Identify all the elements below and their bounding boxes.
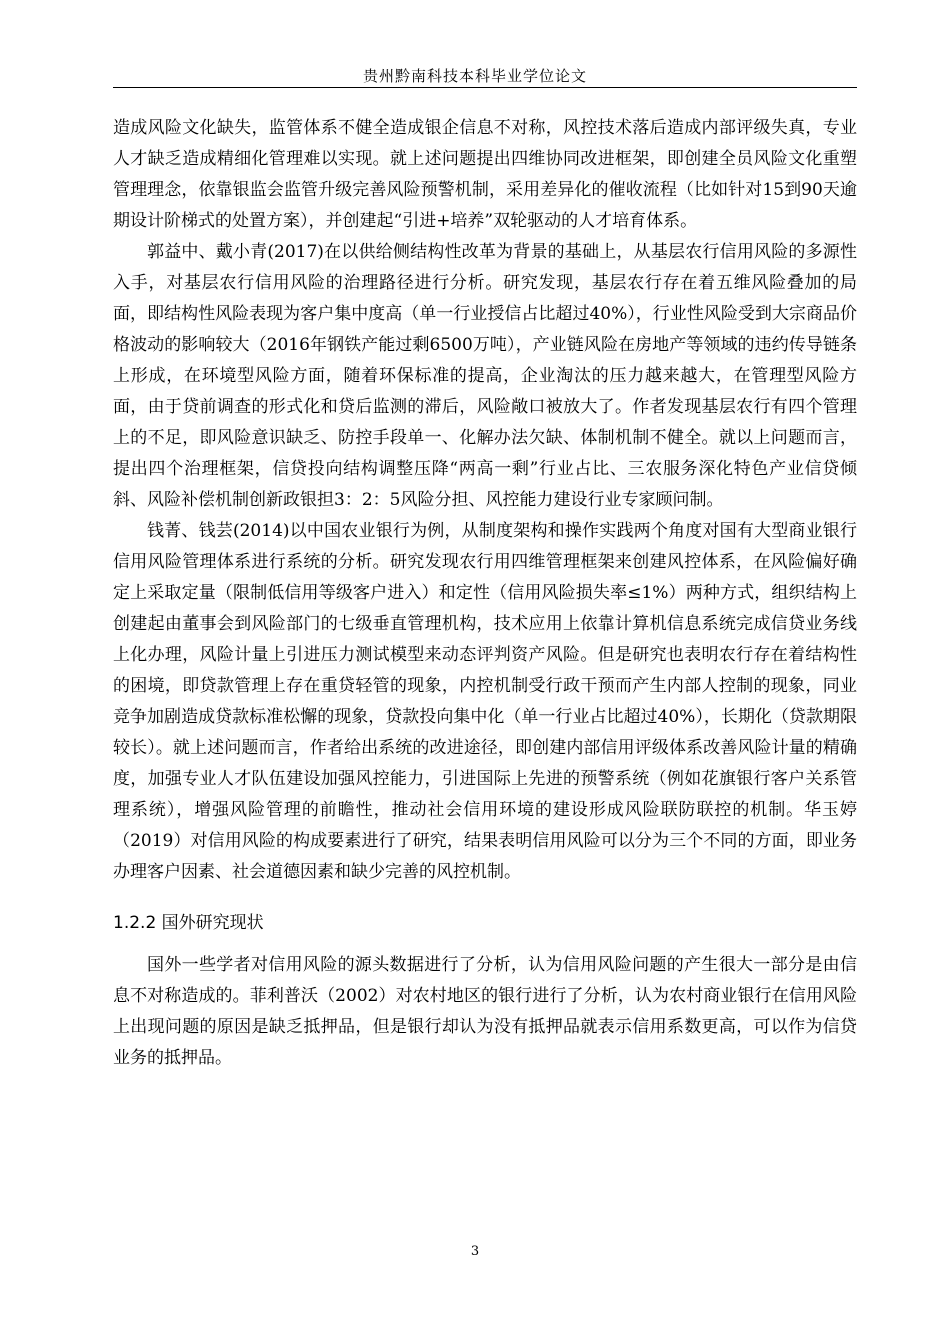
paragraph-continued: 造成风险文化缺失，监管体系不健全造成银企信息不对称，风控技术落后造成内部评级失真，专业人才缺乏造成精细化管理难以实现。就上述问题提出四维协同改进框架，即创建全员风险文化重塑管理理念，依靠银监会监管升级完善风险预警机制，采用差异化的催收流程（比如针对15到90天逾期设计阶梯式的处置方案），并创建起“引进+培养”双轮驱动的人才培育体系。 (113, 118, 857, 231)
page-body (113, 113, 857, 1074)
paragraph-foreign-research: 国外一些学者对信用风险的源头数据进行了分析，认为信用风险问题的产生很大一部分是由信息不对称造成的。菲利普沃（2002）对农村地区的银行进行了分析，认为农村商业银行在信用风险上出现问题的原因是缺乏抵押品，但是银行却认为没有抵押品就表示信用系数更高，可以作为信贷业务的抵押品。 (113, 955, 857, 1068)
running-header-title: 贵州黔南科技本科毕业学位论文 (362, 67, 587, 85)
paragraph-guo-dai: 郭益中、戴小青(2017)在以供给侧结构性改革为背景的基础上，从基层农行信用风险的多源性入手，对基层农行信用风险的治理路径进行分析。研究发现，基层农行存在着五维风险叠加的局面，即结构性风险表现为客户集中度高（单一行业授信占比超过40%），行业性风险受到大宗商品价格波动的影响较大（2016年钢铁产能过剩6500万吨），产业链风险在房地产等领域的违约传导链条上形成，在环境型风险方面，随着环保标准的提高，企业淘汰的压力越来越大，在管理型风险方面，由于贷前调查的形式化和贷后监测的滞后，风险敞口被放大了。作者发现基层农行有四个管理上的不足，即风险意识缺乏、防控手段单一、化解办法欠缺、体制机制不健全。就以上问题而言，提出四个治理框架，信贷投向结构调整压降“两高一剩”行业占比、三农服务深化特色产业信贷倾斜、风险补偿机制创新政银担3：2：5风险分担、风控能力建设行业专家顾问制。 (113, 242, 857, 510)
paragraph-qian: 钱菁、钱芸(2014)以中国农业银行为例，从制度架构和操作实践两个角度对国有大型商业银行信用风险管理体系进行系统的分析。研究发现农行用四维管理框架来创建风控体系，在风险偏好确定上采取定量（限制低信用等级客户进入）和定性（信用风险损失率≤1%）两种方式，组织结构上创建起由董事会到风险部门的七级垂直管理机构，技术应用上依靠计算机信息系统完成信贷业务线上化办理，风险计量上引进压力测试模型来动态评判资产风险。但是研究也表明农行存在着结构性的困境，即贷款管理上存在重贷轻管的现象，内控机制受行政干预而产生内部人控制的现象，同业竞争加剧造成贷款标准松懈的现象，贷款投向集中化（单一行业占比超过40%），长期化（贷款期限较长）。就上述问题而言，作者给出系统的改进途径，即创建内部信用评级体系改善风险计量的精确度，加强专业人才队伍建设加强风控能力，引进国际上先进的预警系统（例如花旗银行客户关系管理系统），增强风险管理的前瞻性，推动社会信用环境的建设形成风险联防联控的机制。华玉婷（2019）对信用风险的构成要素进行了研究，结果表明信用风险可以分为三个不同的方面，即业务办理客户因素、社会道德因素和缺少完善的风控机制。 (113, 521, 857, 882)
header-divider (113, 87, 857, 88)
section-heading: 1.2.2 国外研究现状 (113, 913, 264, 933)
page-number: 3 (470, 1244, 480, 1259)
